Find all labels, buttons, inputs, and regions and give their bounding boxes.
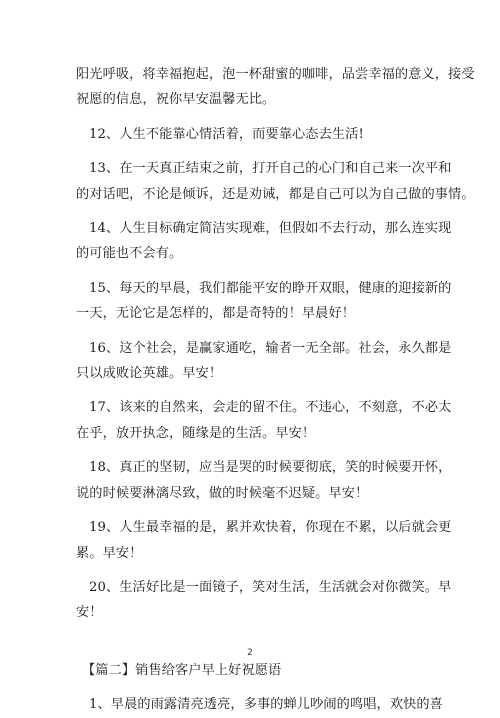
item-17-line-1: 17、该来的自然来，会走的留不住。不违心，不刻意，不必太	[89, 400, 452, 416]
item-17-line-2: 在乎，放开执念，随缘是的生活。早安！	[76, 425, 316, 441]
item-13-line-2: 的对话吧，不论是倾诉，还是劝诫，都是自己可以为自己做的事情。	[76, 186, 475, 202]
item-19-line-2: 累。早安！	[76, 545, 143, 561]
item-13-line-1: 13、在一天真正结束之前，打开自己的心门和自己来一次平和	[89, 161, 452, 177]
item-18-line-1: 18、真正的坚韧，应当是哭的时候要彻底，笑的时候要开怀，	[89, 460, 452, 476]
item-16-line-1: 16、这个社会，是赢家通吃，输者一无全部。社会，永久都是	[89, 340, 452, 356]
item-20-line-2: 安！	[76, 605, 103, 621]
item-12: 12、人生不能靠心情活着，而要靠心态去生活!	[89, 126, 364, 142]
item-14-line-1: 14、人生目标确定简洁实现难，但假如不去行动，那么连实现	[89, 221, 452, 237]
item-18-line-2: 说的时候要淋漓尽致，做的时候毫不迟疑。早安！	[76, 485, 369, 501]
section-heading: 【篇二】销售给客户早上好祝愿语	[82, 662, 282, 678]
item-16-line-2: 只以成败论英雄。早安！	[76, 366, 223, 382]
item-15-line-1: 15、每天的早晨，我们都能平安的睁开双眼，健康的迎接新的	[89, 280, 452, 296]
text-line: 祝愿的信息，祝你早安温馨无比。	[76, 92, 276, 108]
document-body	[76, 62, 475, 718]
item-19-line-1: 19、人生最幸福的是，累并欢快着，你现在不累，以后就会更	[89, 520, 452, 536]
item-14-line-2: 的可能也不会有。	[76, 246, 183, 262]
page-number: 2	[247, 648, 253, 658]
item-20-line-1: 20、生活好比是一面镜子，笑对生活，生活就会对你微笑。早	[89, 579, 452, 595]
section-item-1-line-1: 1、早晨的雨露清亮透亮，多事的蝉儿吵闹的鸣唱，欢快的喜	[89, 697, 443, 713]
item-15-line-2: 一天，无论它是怎样的，都是奇特的！早晨好！	[76, 306, 356, 322]
text-line: 阳光呼吸，将幸福抱起，泡一杯甜蜜的咖啡，品尝幸福的意义，接受	[76, 67, 475, 82]
